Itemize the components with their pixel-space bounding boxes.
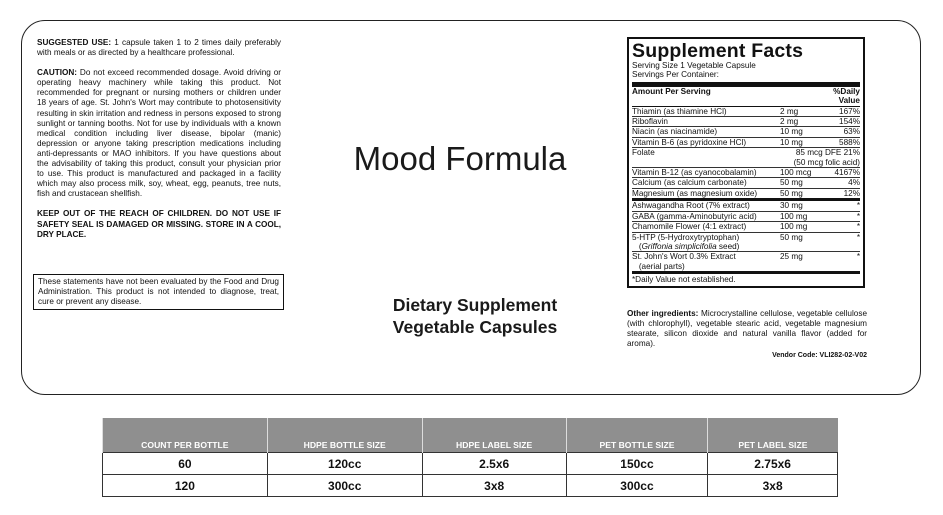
nutrient-row	[632, 211, 860, 221]
nutrient-name: Thiamin (as thiamine HCl)	[632, 106, 780, 116]
nutrient-row	[632, 127, 860, 137]
nutrient-row	[632, 232, 860, 252]
servings-per-container: Servings Per Container:	[632, 70, 719, 80]
other-ingredients-text: Microcrystalline cellulose, vegetable cellulose (with chlorophyll), vegetable stearic acid, vegetable magnesium stearate, silicon dioxide and natural vanilla flavor (added for aroma).	[627, 309, 867, 349]
nutrient-dv: 21%	[843, 148, 860, 158]
nutrient-name: Vitamin B-6 (as pyridoxine HCl)	[632, 137, 780, 147]
nutrient-row	[632, 252, 860, 271]
nutrient-row	[632, 168, 860, 178]
nutrient-dv: *	[826, 252, 860, 271]
nutrient-name: Riboflavin	[632, 117, 780, 127]
nutrient-row	[632, 222, 860, 232]
nutrient-amount: 100 mg	[780, 222, 826, 232]
nutrient-name: Niacin (as niacinamide)	[632, 127, 780, 137]
facts-header-row	[632, 87, 860, 106]
suggested-use-text: 1 capsule taken 1 to 2 times daily preferably with meals or as directed by a healthcare professional.	[37, 38, 281, 58]
nutrient-dv: *	[826, 222, 860, 232]
column-header: HDPE LABEL SIZE	[422, 418, 566, 453]
nutrient-name: Chamomile Flower (4:1 extract)	[632, 222, 780, 232]
nutrient-dv: 63%	[826, 127, 860, 137]
table-cell: 120cc	[267, 453, 422, 475]
header-amount: Amount Per Serving	[632, 87, 826, 106]
nutrient-amount: 100 mg	[780, 211, 826, 221]
nutrient-dv: 588%	[826, 137, 860, 147]
nutrient-amount: 30 mg	[780, 200, 826, 211]
caution	[37, 68, 281, 199]
directions-column	[37, 38, 281, 250]
vendor-code: Vendor Code: VLI282-02-V02	[772, 352, 867, 359]
product-subtitle	[330, 294, 620, 338]
caution-text: Do not exceed recommended dosage. Avoid driving or operating heavy machinery while taking this product. Not recommended for pregnant or nursing mothers or children under 18 years of age. St. John's Wort may contribute to photosensitivity resulting in skin irritation and redness in persons exposed to strong sunlight or tanning booths. Not for use by individuals with a known medical condition including liver disease, bipolar (manic) depression or anyone taking prescription medications including anti-depressants or MAO inhibitors. If you have questions about the advisability of taking this product, consult your physician prior to use. This product is manufactured and packaged in a facility which may also process milk, soy, wheat, egg, peanuts, tree nuts, fish and crustacean shellfish.	[37, 68, 281, 199]
nutrient-amount: 50 mg	[780, 232, 826, 252]
table-cell: 120	[103, 475, 268, 497]
nutrient-dv: 12%	[826, 188, 860, 199]
column-header: COUNT PER BOTTLE	[103, 418, 268, 453]
bottle-size-table	[102, 418, 838, 497]
column-header: PET LABEL SIZE	[708, 418, 838, 453]
nutrient-row	[632, 178, 860, 188]
nutrient-amount: 10 mg	[780, 127, 826, 137]
safety-warning: KEEP OUT OF THE REACH OF CHILDREN. DO NOT USE IF SAFETY SEAL IS DAMAGED OR MISSING. STORE IN A COOL, DRY PLACE.	[37, 209, 281, 239]
facts-table	[632, 87, 860, 271]
nutrient-amount: 10 mg	[780, 137, 826, 147]
nutrient-dv: 4167%	[826, 168, 860, 178]
nutrient-name: Vitamin B-12 (as cyanocobalamin)	[632, 168, 780, 178]
facts-footnote: *Daily Value not established.	[632, 271, 860, 284]
table-cell: 3x8	[708, 475, 838, 497]
product-name: Mood Formula	[353, 140, 567, 177]
table-cell: 150cc	[566, 453, 708, 475]
table-row	[103, 453, 838, 475]
table-cell: 2.5x6	[422, 453, 566, 475]
nutrient-source-species: Griffonia simplicifolia	[641, 241, 717, 251]
nutrient-dv: *	[826, 232, 860, 252]
nutrient-name: GABA (gamma-Aminobutyric acid)	[632, 211, 780, 221]
nutrient-amount: 2 mg	[780, 106, 826, 116]
facts-title: Supplement Facts	[632, 40, 804, 62]
serving-size: Serving Size 1 Vegetable Capsule	[632, 61, 756, 70]
other-ingredients-heading: Other ingredients:	[627, 309, 699, 318]
table-cell: 300cc	[566, 475, 708, 497]
table-cell: 60	[103, 453, 268, 475]
nutrient-dv: *	[826, 200, 860, 211]
nutrient-amount-note: (50 mcg folic acid)	[793, 157, 860, 167]
caution-heading: CAUTION:	[37, 68, 78, 78]
nutrient-dv: 4%	[826, 178, 860, 188]
nutrient-name: Magnesium (as magnesium oxide)	[632, 188, 780, 199]
nutrient-row	[632, 200, 860, 211]
nutrient-name-block	[632, 252, 780, 271]
nutrient-dv: *	[826, 211, 860, 221]
other-ingredients	[627, 309, 867, 349]
column-header: PET BOTTLE SIZE	[566, 418, 708, 453]
nutrient-name: Folate	[632, 148, 780, 168]
nutrient-name: Calcium (as calcium carbonate)	[632, 178, 780, 188]
nutrient-amount: 50 mg	[780, 188, 826, 199]
table-cell: 300cc	[267, 475, 422, 497]
table-cell: 2.75x6	[708, 453, 838, 475]
table-cell: 3x8	[422, 475, 566, 497]
nutrient-amount: 100 mcg	[780, 168, 826, 178]
nutrient-row	[632, 148, 860, 168]
suggested-use-heading: SUGGESTED USE:	[37, 38, 112, 47]
header-daily-value: %Daily Value	[826, 87, 860, 106]
nutrient-source-part: (aerial parts)	[638, 261, 685, 271]
nutrient-amount: 2 mg	[780, 117, 826, 127]
nutrient-name-block: 5-HTP (5-Hydroxytryptophan) (Griffonia simplicifolia seed)	[632, 232, 780, 252]
nutrient-row	[632, 117, 860, 127]
suggested-use	[37, 38, 281, 58]
nutrient-name: Ashwagandha Root (7% extract)	[632, 200, 780, 211]
nutrient-name: St. John's Wort 0.3% Extract	[632, 252, 736, 262]
nutrient-amount: 25 mg	[780, 252, 826, 271]
column-header: HDPE BOTTLE SIZE	[267, 418, 422, 453]
table-row	[103, 475, 838, 497]
nutrient-amount-dv	[780, 148, 860, 168]
nutrient-row	[632, 137, 860, 147]
size-table-header	[103, 418, 838, 453]
product-subtitle-line-1: Dietary Supplement	[392, 295, 558, 315]
nutrient-name: 5-HTP (5-Hydroxytryptophan)	[632, 232, 740, 242]
serving-info	[632, 61, 860, 87]
nutrient-dv: 167%	[826, 106, 860, 116]
product-subtitle-line-2: Vegetable Capsules	[392, 317, 558, 337]
nutrient-amount: 50 mg	[780, 178, 826, 188]
nutrient-row	[632, 106, 860, 116]
supplement-facts-panel	[627, 37, 865, 288]
fda-disclaimer: These statements have not been evaluated by the Food and Drug Administration. This product is not intended to diagnose, treat, cure or prevent any disease.	[33, 274, 284, 310]
nutrient-dv: 154%	[826, 117, 860, 127]
nutrient-source-part: seed)	[716, 241, 740, 251]
nutrient-amount: 85 mcg DFE	[795, 148, 842, 158]
nutrient-row	[632, 188, 860, 199]
